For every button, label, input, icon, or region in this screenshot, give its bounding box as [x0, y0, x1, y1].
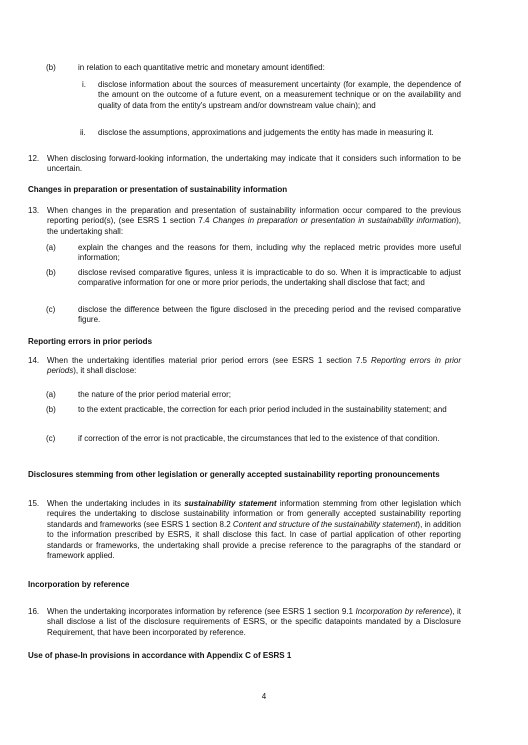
item-label: i. [82, 80, 86, 89]
paragraph: in relation to each quantitative metric and monetary amount identified: [78, 63, 325, 72]
section-heading: Use of phase-In provisions in accordance with Appendix C of ESRS 1 [28, 651, 292, 660]
paragraph: When the undertaking incorporates information by reference (see ESRS 1 section 9.1 Incorporation by reference), it shall disclose a list of the disclosure requirements of ESRS, or the specific datapoints mandated by a Disclosure Requirement, that have been incorporated by reference. [47, 607, 462, 637]
section-heading: Disclosures stemming from other legislation or generally accepted sustainability reporting pronouncements [28, 470, 440, 479]
item-label: (b) [46, 268, 56, 277]
paragraph: if correction of the error is not practicable, the circumstances that led to the existence of that condition. [78, 434, 440, 443]
paragraph: When changes in the preparation and presentation of sustainability information occur compared to the previous reporting period(s), (see ESRS 1 section 7.4 Changes in preparation or presentation in sustainability information), the undertaking shall: [47, 206, 462, 236]
paragraph-number: 13. [28, 206, 40, 215]
paragraph: the nature of the prior period material error; [78, 390, 231, 399]
paragraph: explain the changes and the reasons for them, including why the replaced metric provides more useful information; [78, 243, 461, 263]
paragraph-number: 15. [28, 499, 40, 508]
item-label: (b) [46, 63, 56, 72]
paragraph-number: 12. [28, 154, 40, 163]
section-heading: Reporting errors in prior periods [28, 337, 153, 346]
paragraph-number: 14. [28, 356, 40, 365]
paragraph: to the extent practicable, the correction for each prior period included in the sustainability statement; and [78, 405, 447, 414]
paragraph: disclose the assumptions, approximations and judgements the entity has made in measuring it. [98, 128, 434, 137]
item-label: (c) [46, 434, 56, 443]
section-heading: Changes in preparation or presentation of sustainability information [28, 185, 288, 194]
paragraph: When disclosing forward-looking information, the undertaking may indicate that it considers such information to be uncertain. [47, 154, 461, 174]
item-label: ii. [80, 128, 86, 137]
section-heading: Incorporation by reference [28, 580, 130, 589]
item-label: (b) [46, 405, 56, 414]
item-label: (c) [46, 305, 56, 314]
paragraph: disclose revised comparative figures, unless it is impracticable to do so. When it is impracticable to adjust comparative information for one or more prior periods, the undertaking shall disclose that fact; and [78, 268, 461, 288]
paragraph: disclose the difference between the figure disclosed in the preceding period and the revised comparative figure. [78, 305, 461, 325]
item-label: (a) [46, 243, 56, 252]
item-label: (a) [46, 390, 56, 399]
paragraph: When the undertaking includes in its sustainability statement information stemming from other legislation which requires the undertaking to disclose sustainability information or from generally accepted sustainability reporting standards and frameworks (see ESRS 1 section 8.2 Content and structure of the sustainability statement), in addition to the information prescribed by ESRS, it shall disclose this fact. In case of partial application of other reporting standards or frameworks, the undertaking shall provide a precise reference to the paragraphs of the standard or framework applied. [47, 499, 462, 561]
paragraph-number: 16. [28, 607, 40, 616]
page-number: 4 [261, 692, 267, 701]
paragraph: When the undertaking identifies material prior period errors (see ESRS 1 section 7.5 Reporting errors in prior periods), it shall disclose: [47, 356, 461, 376]
paragraph: disclose information about the sources of measurement uncertainty (for example, the dependence of the amount on the outcome of a future event, on a measurement technique or on the availability and quality of data from the entity's upstream and/or downstream value chain); and [98, 80, 461, 110]
